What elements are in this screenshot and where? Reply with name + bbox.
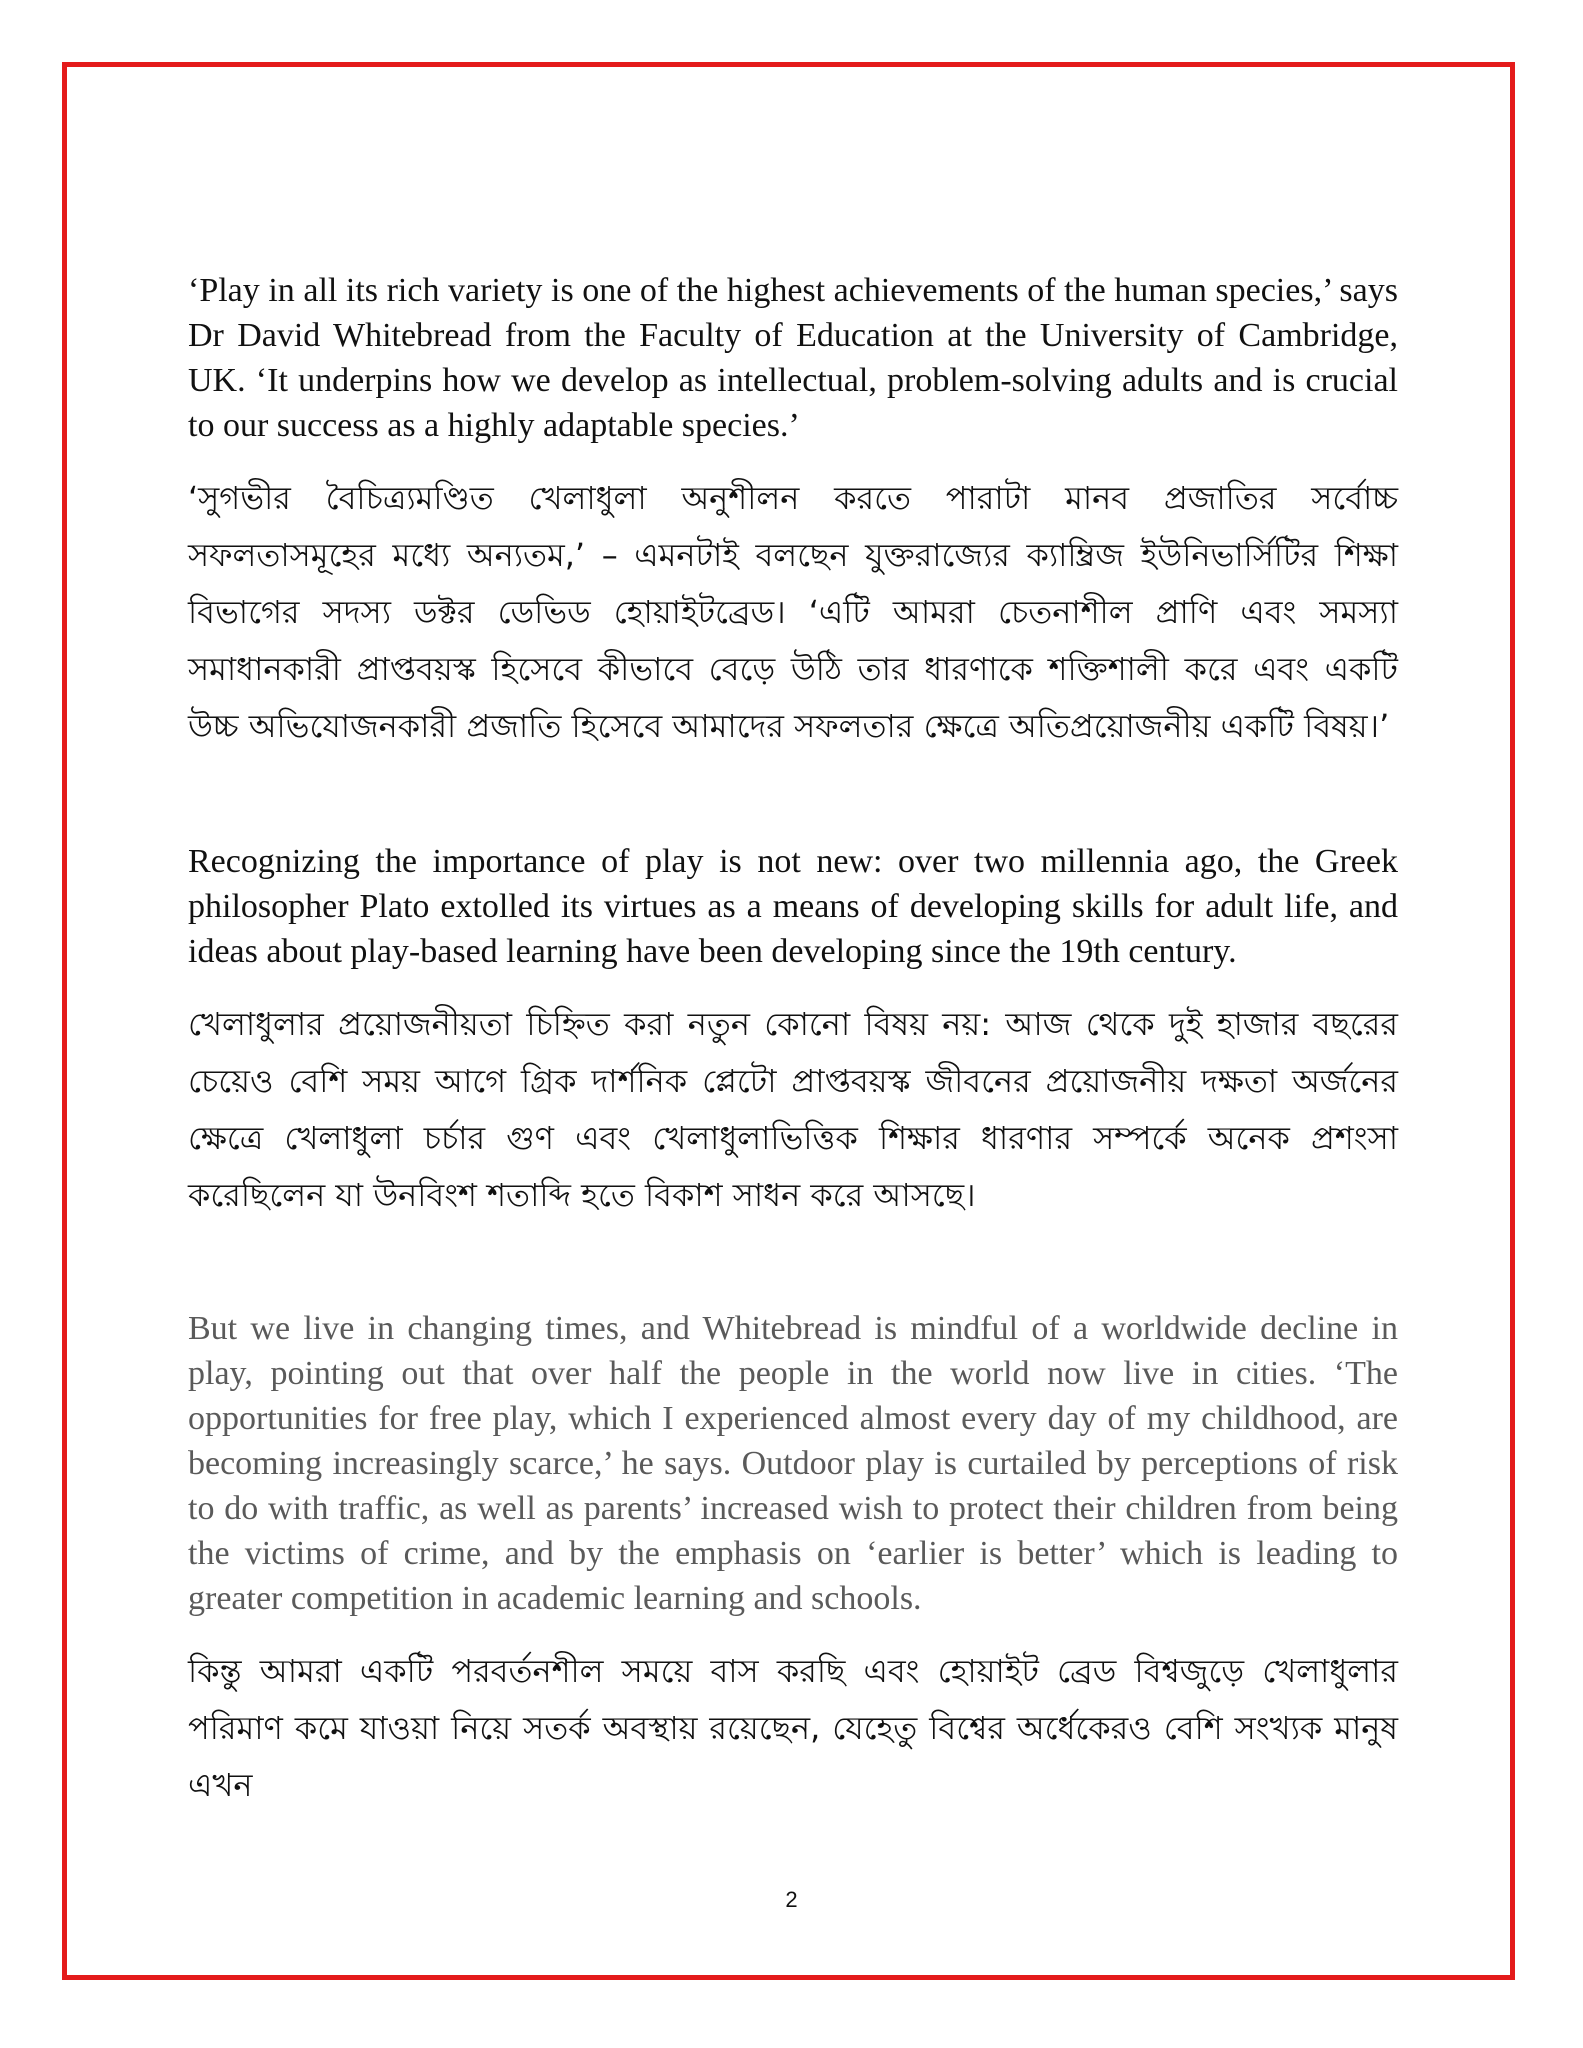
- paragraph-3-bengali: কিন্তু আমরা একটি পরবর্তনশীল সময়ে বাস করছি এবং হোয়াইট ব্রেড বিশ্বজুড়ে খেলাধুলার পরিমাণ কমে যাওয়া নিয়ে সতর্ক অবস্থায় রয়েছেন, যেহেতু বিশ্বের অর্ধেকেরও বেশি সংখ্যক মানুষ এখন: [188, 1652, 1398, 1804]
- paragraph-2-bengali: খেলাধুলার প্রয়োজনীয়তা চিহ্নিত করা নতুন কোনো বিষয় নয়: আজ থেকে দুই হাজার বছরের চেয়েও বেশি সময় আগে গ্রিক দার্শনিক প্লেটো প্রাপ্তবয়স্ক জীবনের প্রয়োজনীয় দক্ষতা অর্জনের ক্ষেত্রে খেলাধুলা চর্চার গুণ এবং খেলাধুলাভিত্তিক শিক্ষার ধারণার সম্পর্কে অনেক প্রশংসা করেছিলেন যা উনবিংশ শতাব্দি হতে বিকাশ সাধন করে আসছে।: [188, 1005, 1398, 1214]
- paragraph-1-english: ‘Play in all its rich variety is one of the highest achievements of the human species,’ says Dr David Whitebread from the Faculty of Education at the University of Cambridge, UK. ‘It underpins how we develop as intellectual, problem-solving adults and is crucial to our success as a highly adaptable species.’: [188, 272, 1398, 444]
- paragraph-1-bengali: ‘সুগভীর বৈচিত্র্যমণ্ডিত খেলাধুলা অনুশীলন করতে পারাটা মানব প্রজাতির সর্বোচ্চ সফলতাসমূহের মধ্যে অন্যতম,’ – এমনটাই বলছেন যুক্তরাজ্যের ক্যাম্ব্রিজ ইউনিভার্সিটির শিক্ষা বিভাগের সদস্য ডক্টর ডেভিড হোয়াইটব্রেড। ‘এটি আমরা চেতনাশীল প্রাণি এবং সমস্যা সমাধানকারী প্রাপ্তবয়স্ক হিসেবে কীভাবে বেড়ে উঠি তার ধারণাকে শক্তিশালী করে এবং একটি উচ্চ অভিযোজনকারী প্রজাতি হিসেবে আমাদের সফলতার ক্ষেত্রে অতিপ্রয়োজনীয় একটি বিষয়।’: [188, 479, 1398, 745]
- paragraph-2-english: Recognizing the importance of play is not new: over two millennia ago, the Greek philosopher Plato extolled its virtues as a means of developing skills for adult life, and ideas about play-based learning have been developing since the 19th century.: [188, 843, 1398, 970]
- document-body: [188, 268, 1398, 1814]
- paragraph-3-english: But we live in changing times, and Whitebread is mindful of a worldwide decline in play, pointing out that over half the people in the world now live in cities. ‘The opportunities for free play, which I experienced almost every day of my childhood, are becoming increasingly scarce,’ he says. Outdoor play is curtailed by perceptions of risk to do with traffic, as well as parents’ increased wish to protect their children from being the victims of crime, and by the emphasis on ‘earlier is better’ which is leading to greater competition in academic learning and schools.: [188, 1310, 1398, 1617]
- page-number: 2: [785, 1887, 798, 1912]
